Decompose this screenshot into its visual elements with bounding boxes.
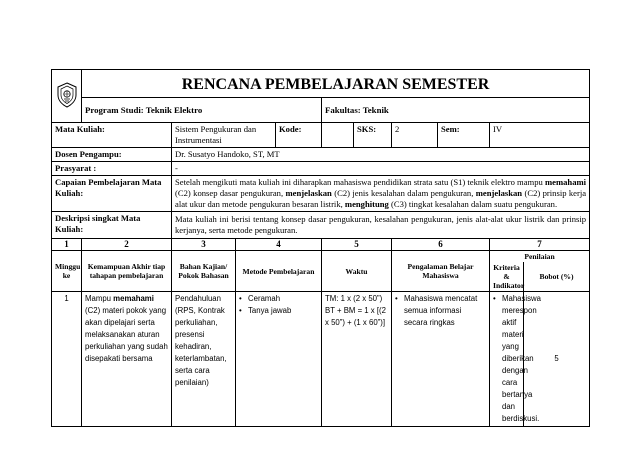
list-item: • Ceramah	[239, 293, 318, 305]
page-title: RENCANA PEMBELAJARAN SEMESTER	[82, 70, 590, 98]
method-cell	[236, 292, 322, 427]
prerequisite-value: -	[172, 162, 590, 176]
col-number-6: 6	[392, 239, 490, 251]
material-cell: Pendahuluan (RPS, Kontrak perkuliahan, presensi kehadiran, keterlambatan, serta cara penilaian)	[172, 292, 236, 427]
lecturer-value: Dr. Susatyo Handoko, ST, MT	[172, 148, 590, 162]
semester-value: IV	[490, 123, 590, 148]
col-header-weight: Bobot (%)	[524, 262, 590, 292]
learning-outcomes-label: Capaian Pembelajaran Mata Kuliah:	[52, 176, 172, 212]
list-item: • Tanya jawab	[239, 305, 318, 317]
sks-value: 2	[392, 123, 438, 148]
program-label: Program Studi: Teknik Elektro	[82, 98, 322, 123]
course-code-label: Kode:	[276, 123, 322, 148]
col-header-ability: Kemampuan Akhir tiap tahapan pembelajaran	[82, 251, 172, 292]
course-name-label: Mata Kuliah:	[52, 123, 172, 148]
col-number-4: 4	[236, 239, 322, 251]
col-header-criteria: Kriteria & Indikator	[490, 262, 524, 292]
col-header-experience: Pengalaman Belajar Mahasiswa	[392, 251, 490, 292]
week-cell: 1	[52, 292, 82, 427]
col-number-2: 2	[82, 239, 172, 251]
university-logo-cell	[52, 70, 82, 123]
ability-cell: Mampu memahami (C2) materi pokok yang akan dipelajari serta melaksanakan aturan perkuliahan yang sudah disepakati bersama	[82, 292, 172, 427]
course-description-label: Deskripsi singkat Mata Kuliah:	[52, 212, 172, 239]
col-header-assessment: Penilaian	[490, 251, 590, 263]
col-number-1: 1	[52, 239, 82, 251]
sks-label: SKS:	[354, 123, 392, 148]
university-logo-icon	[56, 82, 78, 108]
col-header-time: Waktu	[322, 251, 392, 292]
criteria-cell	[490, 292, 541, 427]
rps-table	[51, 69, 590, 427]
rps-document	[51, 69, 589, 427]
col-header-material: Bahan Kajian/ Pokok Bahasan	[172, 251, 236, 292]
course-code-value	[322, 123, 354, 148]
lecturer-label: Dosen Pengampu:	[52, 148, 172, 162]
experience-cell	[392, 292, 490, 427]
learning-outcomes-text: Setelah mengikuti mata kuliah ini diharapkan mahasiswa pendidikan strata satu (S1) teknik elektro mampu memahami (C2) konsep dasar pengukuran, menjelaskan (C2) jenis kesalahan dalam pengukuran, menjelaskan (C2) prinsip kerja alat ukur dan metode pengukuran besaran listrik, menghitung (C3) tingkat kesalahan dalam suatu pengukuran.	[172, 176, 590, 212]
col-number-3: 3	[172, 239, 236, 251]
col-header-method: Metode Pembelajaran	[236, 251, 322, 292]
col-number-5: 5	[322, 239, 392, 251]
table-row	[52, 292, 590, 427]
list-item: • Mahasiswa merespon aktif materi yang diberikan dengan cara bertanya dan berdiskusi.	[493, 293, 520, 425]
course-description-text: Mata kuliah ini berisi tentang konsep dasar pengukuran, kesalahan pengukuran, jenis alat-alat ukur listrik dan prinsip kerjanya, serta metode pengukuran.	[172, 212, 590, 239]
course-name-value: Sistem Pengukuran dan Instrumentasi	[172, 123, 276, 148]
col-header-week: Minggu ke	[52, 251, 82, 292]
semester-label: Sem:	[438, 123, 490, 148]
col-number-7: 7	[490, 239, 590, 251]
list-item: • Mahasiswa mencatat semua informasi secara ringkas	[395, 293, 486, 329]
weight-cell: 5	[524, 292, 590, 427]
faculty-label: Fakultas: Teknik	[322, 98, 590, 123]
time-cell: TM: 1 x (2 x 50”) BT + BM = 1 x [(2 x 50”) + (1 x 60”)]	[322, 292, 392, 427]
prerequisite-label: Prasyarat :	[52, 162, 172, 176]
